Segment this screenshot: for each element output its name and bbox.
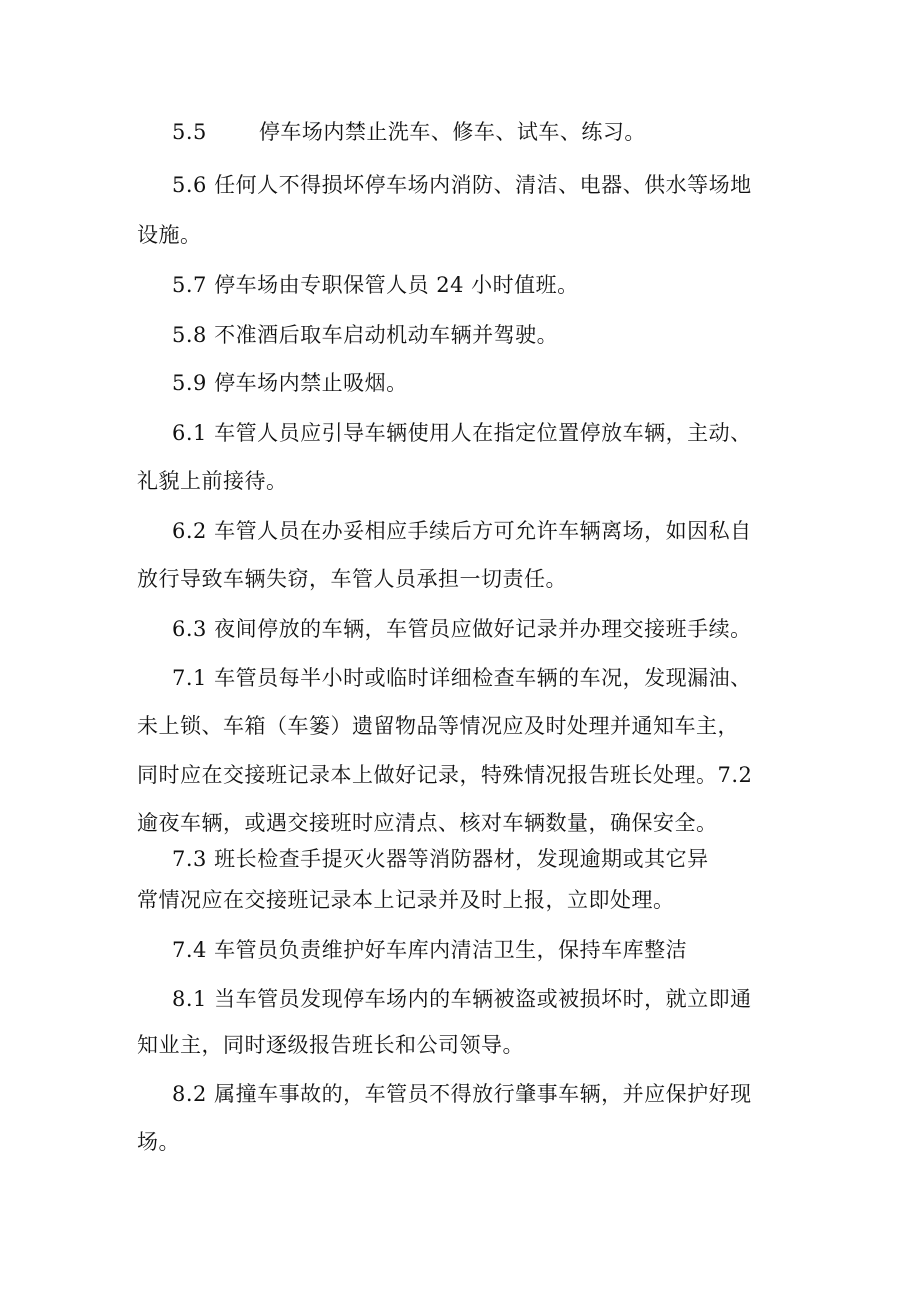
paragraph-5-7: 5.7 停车场由专职保管人员 24 小时值班。 [172,273,579,297]
paragraph-5-5-number: 5.5 [172,120,207,144]
paragraph-5-9: 5.9 停车场内禁止吸烟。 [172,371,408,395]
paragraph-5-6-line-1: 5.6 任何人不得损坏停车场内消防、清洁、电器、供水等场地 [172,173,752,197]
paragraph-8-2-line-1: 8.2 属撞车事故的，车管员不得放行肇事车辆，并应保护好现 [172,1082,752,1106]
paragraph-7-4: 7.4 车管员负责维护好车库内清洁卫生，保持车库整洁 [172,938,688,962]
paragraph-8-2-line-2: 场。 [137,1130,180,1154]
paragraph-7-1-line-1: 7.1 车管员每半小时或临时详细检查车辆的车况，发现漏油、 [172,666,752,690]
paragraph-6-2-line-1: 6.2 车管人员在办妥相应手续后方可允许车辆离场，如因私自 [172,519,752,543]
paragraph-7-3-line-2: 常情况应在交接班记录本上记录并及时上报，立即处理。 [137,888,675,912]
paragraph-5-6-line-2: 设施。 [137,223,202,247]
paragraph-6-3: 6.3 夜间停放的车辆，车管员应做好记录并办理交接班手续。 [172,617,752,641]
paragraph-5-8: 5.8 不准酒后取车启动机动车辆并驾驶。 [172,323,559,347]
paragraph-7-1-line-2: 未上锁、车箱（车篓）遗留物品等情况应及时处理并通知车主， [137,714,739,738]
paragraph-7-1-line-4: 逾夜车辆，或遇交接班时应清点、核对车辆数量，确保安全。 [137,811,718,835]
paragraph-8-1-line-2: 知业主，同时逐级报告班长和公司领导。 [137,1033,524,1057]
paragraph-8-1-line-1: 8.1 当车管员发现停车场内的车辆被盗或被损坏时，就立即通 [172,987,752,1011]
paragraph-5-5-text: 停车场内禁止洗车、修车、试车、练习。 [258,120,646,144]
paragraph-7-1-line-3: 同时应在交接班记录本上做好记录，特殊情况报告班长处理。7.2 [137,763,753,787]
paragraph-7-3-line-1: 7.3 班长检查手提灭火器等消防器材，发现逾期或其它异 [172,847,709,871]
paragraph-6-1-line-2: 礼貌上前接待。 [137,469,288,493]
paragraph-6-1-line-1: 6.1 车管人员应引导车辆使用人在指定位置停放车辆，主动、 [172,421,752,445]
paragraph-6-2-line-2: 放行导致车辆失窃，车管人员承担一切责任。 [137,567,567,591]
paragraph-5-5 [172,119,646,145]
